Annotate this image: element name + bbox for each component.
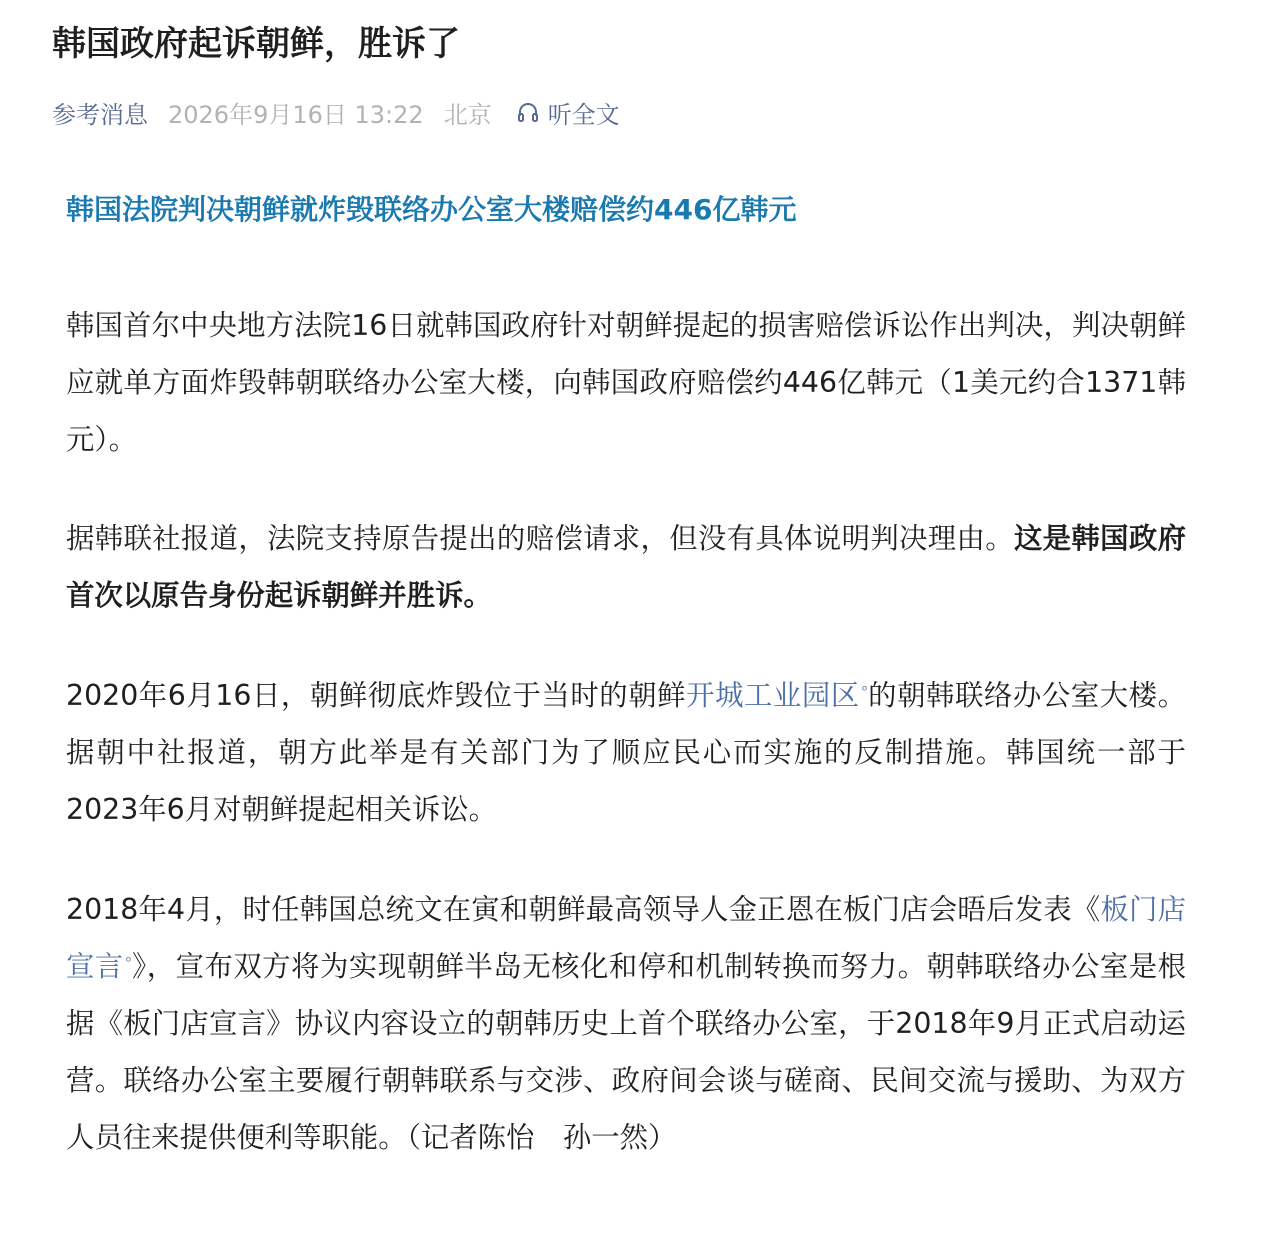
- kaesong-link-label: 开城工业园区: [686, 679, 860, 712]
- paragraph-1: 韩国首尔中央地方法院16日就韩国政府针对朝鲜提起的损害赔偿诉讼作出判决，判决朝鲜应就单方面炸毁韩朝联络办公室大楼，向韩国政府赔偿约446亿韩元（1美元约合1371韩元）。: [66, 309, 1186, 456]
- paragraph-4: [66, 881, 1186, 1166]
- listen-label: 听全文: [547, 100, 620, 129]
- headphones-icon: [516, 100, 540, 124]
- panmunjom-link-label: 板门店宣言: [66, 893, 1186, 983]
- search-icon: ᵒ: [861, 682, 868, 699]
- article-meta: [52, 92, 620, 132]
- paragraph-3: [66, 667, 1186, 838]
- article-subheading: 韩国法院判决朝鲜就炸毁联络办公室大楼赔偿约446亿韩元: [66, 193, 797, 226]
- publish-location: 北京: [443, 100, 492, 129]
- paragraph-3-text-after: 的朝韩联络办公室大楼。据朝中社报道，朝方此举是有关部门为了顺应民心而实施的反制措施。韩国统一部于2023年6月对朝鲜提起相关诉讼。: [66, 679, 1186, 826]
- paragraph-3-text-before: 2020年6月16日，朝鲜彻底炸毁位于当时的朝鲜: [66, 679, 687, 712]
- paragraph-4-text-after: 》，宣布双方将为实现朝鲜半岛无核化和停和机制转换而努力。朝韩联络办公室是根据《板门店宣言》协议内容设立的朝韩历史上首个联络办公室，于2018年9月正式启动运营。联络办公室主要履行朝韩联系与交涉、政府间会谈与磋商、民间交流与援助、为双方人员往来提供便利等职能。（记者陈怡 孙一然）: [66, 950, 1186, 1154]
- article-title: 韩国政府起诉朝鲜，胜诉了: [52, 24, 460, 64]
- listen-button[interactable]: [516, 95, 620, 130]
- source-name[interactable]: 参考消息: [52, 100, 148, 129]
- paragraph-2: [66, 510, 1186, 624]
- paragraph-2-bold: 这是韩国政府首次以原告身份起诉朝鲜并胜诉。: [66, 522, 1186, 612]
- kaesong-industrial-park-link[interactable]: [686, 679, 867, 712]
- paragraph-4-text-before: 2018年4月，时任韩国总统文在寅和朝鲜最高领导人金正恩在板门店会晤后发表《: [66, 893, 1101, 926]
- search-icon: ᵒ: [125, 953, 132, 970]
- paragraph-2-text: 据韩联社报道，法院支持原告提出的赔偿请求，但没有具体说明判决理由。: [66, 522, 1014, 555]
- publish-date: 2026年9月16日 13:22: [168, 100, 424, 129]
